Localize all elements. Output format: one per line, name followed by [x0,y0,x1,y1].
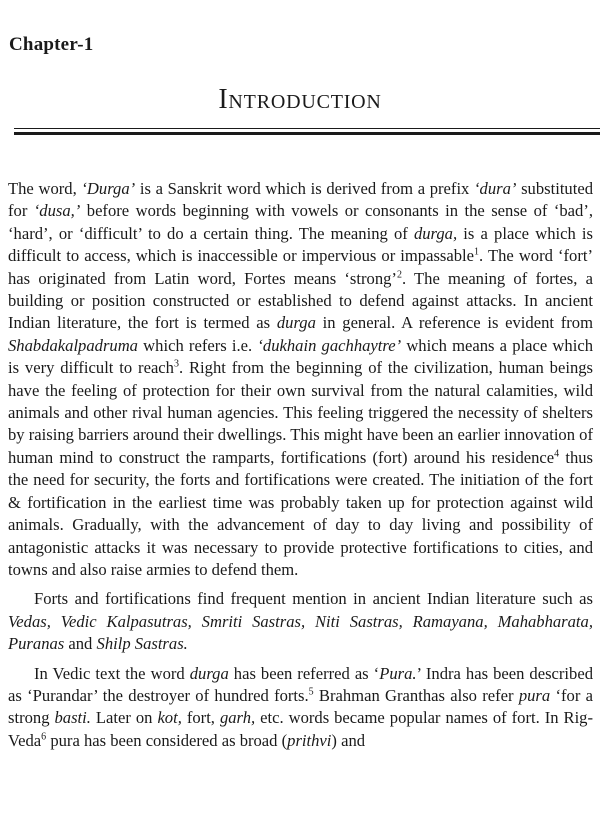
title-rule-thick [14,132,600,135]
text-run: and [64,634,97,654]
italic-term: ‘dukhain gachhaytre’ [257,335,402,355]
text-run: The word, [8,179,82,198]
text-run: substituted for [8,179,593,221]
text-run: Forts and fortifications find frequent mention in ancient Indian literature such as [34,589,593,609]
text-run: . Right from the beginning of the civilization, human beings have the feeling of protection for their own survival from the natural calamities, wild animals and other rival human agencies. This feeling triggered the necessity of shelters by raising barriers around their dwellings. This might have been an earlier innovation of human mind to construct the ramparts, fortifications (fort) around his residence [8,358,594,467]
text-run: Later on [90,708,158,728]
italic-term: durga [276,313,316,333]
text-run: Brahman Granthas also refer [313,685,519,705]
paragraph [8,588,593,655]
text-run: ‘for a strong [8,685,593,728]
text-run: in general. A reference is evident from [315,313,593,333]
body-text [8,178,593,759]
italic-term: ‘Durga’ [81,179,136,198]
text-run: is a Sanskrit word which is derived from a prefix [135,179,475,198]
footnote-ref: 4 [554,448,560,460]
italic-term: garh, [219,708,256,728]
page-title: Introduction [218,84,382,115]
italic-term: Shilp Sastras. [96,634,188,654]
italic-term: ‘dusa,’ [33,201,81,221]
text-run: etc. words became popular names of fort. In Rig-Veda [8,708,594,750]
text-run: . The meaning of fortes, a building or position constructed or established to defend against attacks. In ancient Indian literature, the fort is termed as [8,268,593,333]
paragraph [8,663,593,753]
text-run: . The word ‘fort’ has originated from Latin word, Fortes means ‘strong’ [8,246,593,288]
text-run: ’ Indra has been described as ‘Purandar’ the destroyer of hundred forts. [8,663,593,705]
italic-term: basti. [54,708,91,728]
text-run: In Vedic text the word [34,663,190,683]
text-run: is a place which is difficult to access, which is inaccessible or impervious or impassable [8,223,593,266]
italic-term: Vedas, Vedic Kalpasutras, Smriti Sastras, Niti Sastras, Ramayana, Mahabharata, Puranas [8,611,593,654]
italic-term: pura [518,685,551,705]
text-run: pura has been considered as broad ( [46,730,288,750]
text-run: ) and [331,730,366,750]
text-run: which refers i.e. [137,335,258,355]
italic-term: ‘dura’ [474,179,517,198]
text-run: which means a place which is very difficult to reach [8,335,593,378]
paragraph [8,178,593,581]
italic-term: prithvi [287,730,332,750]
italic-term: Pura. [379,663,417,683]
footnote-ref: 5 [308,686,314,698]
footnote-ref: 2 [396,269,402,281]
text-run: before words beginning with vowels or consonants in the sense of ‘bad’, ‘hard’, or ‘difficult’ to do a certain thing. The meaning of [8,201,593,243]
italic-term: Shabdakalpadruma [8,335,138,355]
footnote-ref: 6 [41,731,47,743]
text-run: fort, [181,708,220,728]
italic-term: durga [189,663,229,683]
text-run: has been referred as ‘ [228,663,380,683]
footnote-ref: 3 [173,358,179,370]
italic-term: kot, [157,708,182,728]
footnote-ref: 1 [474,246,480,258]
chapter-label: Chapter-1 [9,34,94,55]
italic-term: durga, [413,223,458,243]
title-rule-thin [14,128,600,129]
text-run: thus the need for security, the forts and fortifications were created. The initiation of the fort & fortification in the earliest time was probably taken up for protection against wild animals. Gradually, with the advancement of day to day living and possibility of antagonistic attacks it was necessary to provide protective fortifications to cities, and towns and also raise armies to defend them. [8,447,594,579]
